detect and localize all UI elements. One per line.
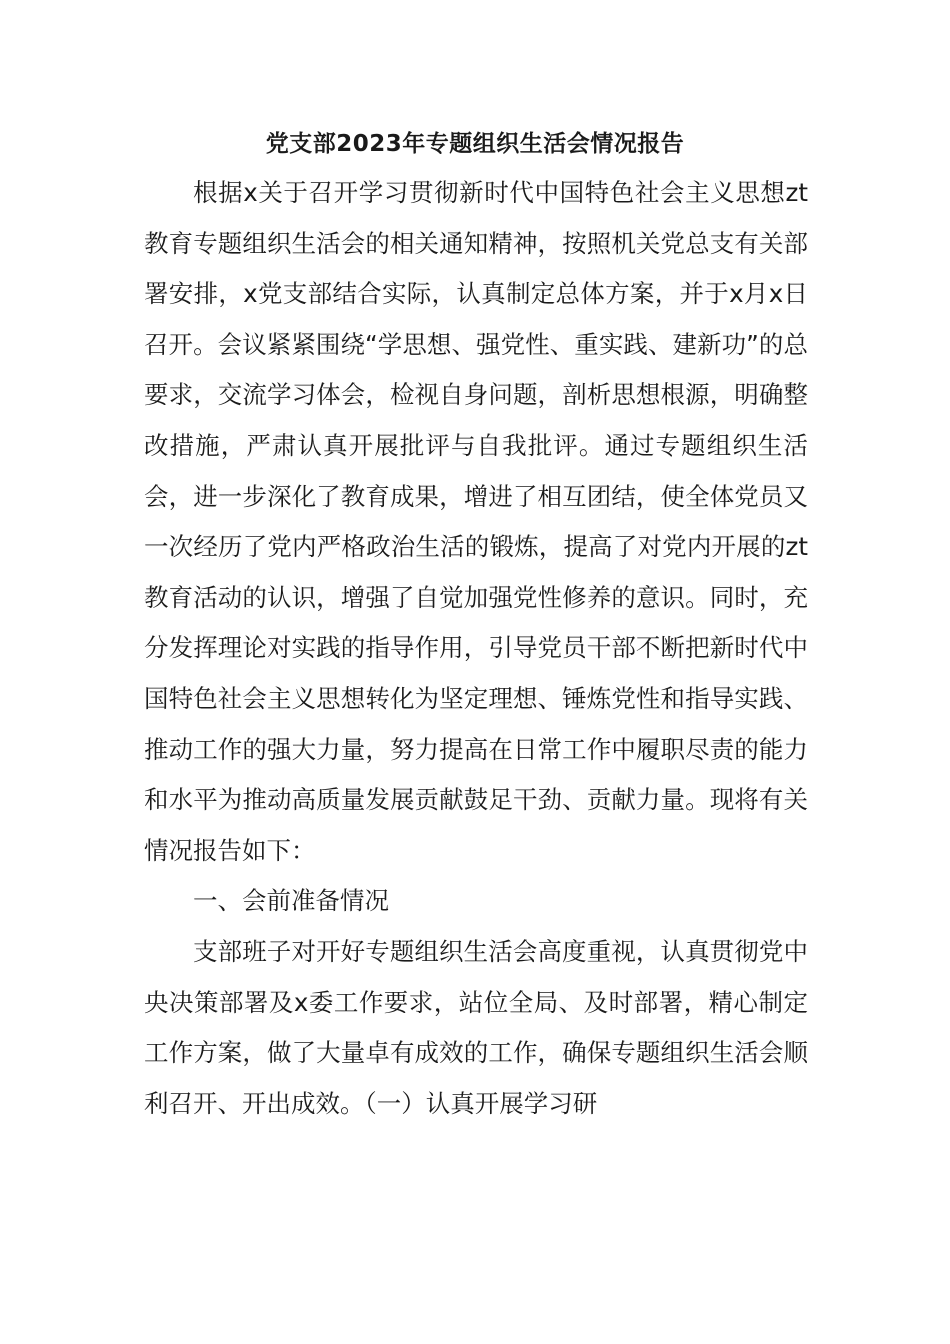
intro-paragraph: 根据x关于召开学习贯彻新时代中国特色社会主义思想zt教育专题组织生活会的相关通知精神，按照机关党总支有关部署安排，x党支部结合实际，认真制定总体方案，并于x月x日召开。会议紧紧围绕“学思想、强党性、重实践、建新功”的总要求，交流学习体会，检视自身问题，剖析思想根源，明确整改措施，严肃认真开展批评与自我批评。通过专题组织生活会，进一步深化了教育成果，增进了相互团结，使全体党员又一次经历了党内严格政治生活的锻炼，提高了对党内开展的zt教育活动的认识，增强了自觉加强党性修养的意识。同时，充分发挥理论对实践的指导作用，引导党员干部不断把新时代中国特色社会主义思想转化为坚定理想、锤炼党性和指导实践、推动工作的强大力量，努力提高在日常工作中履职尽责的能力和水平为推动高质量发展贡献鼓足干劲、贡献力量。现将有关情况报告如下： — [144, 178, 808, 865]
section-heading: 一、会前准备情况 — [193, 886, 389, 916]
document-body — [144, 168, 808, 1129]
document-title: 党支部2023年专题组织生活会情况报告 — [265, 131, 685, 157]
preparation-paragraph: 支部班子对开好专题组织生活会高度重视，认真贯彻党中央决策部署及x委工作要求，站位全局、及时部署，精心制定工作方案，做了大量卓有成效的工作，确保专题组织生活会顺利召开、开出成效。（一）认真开展学习研 — [144, 936, 808, 1118]
